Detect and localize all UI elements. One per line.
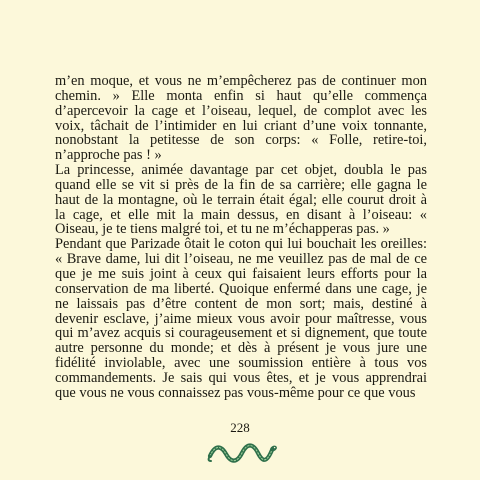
serpent-ornament-icon (206, 440, 278, 466)
paragraph-parizade: Pendant que Parizade ôtait le coton qui lui bouchait les oreilles: « Brave dame, lui dit l’oiseau, ne me veuillez pas de mal de ce que je me suis joint à ceux qui faisaient leurs efforts pour la conservation de ma liberté. Quoique enfermé dans une cage, je ne laissais pas d’être content de mon sort; mais, destiné à devenir esclave, j’aime mieux vous avoir pour maîtresse, vous qui m’avez acquis si courageusement et si dignement, que toute autre personne du monde; et dès à présent je vous jure une fidélité inviolable, avec une soumission entière à tous vos commandements. Je sais qui vous êtes, et je vous apprendrai que vous ne vous connaissez pas vous-même pour ce que vous (55, 236, 427, 401)
page-text (55, 74, 427, 401)
paragraph-princess: La princesse, animée davantage par cet objet, doubla le pas quand elle se vit si près de la fin de sa carrière; elle gagna le haut de la montagne, où le terrain était égal; elle courut droit à la cage, et elle mit la main dessus, en disant à l’oiseau: « Oiseau, je te tiens malgré toi, et tu ne m’échapperas pas. » (55, 162, 427, 238)
page-number: 228 (230, 420, 250, 435)
paragraph-continuation: m’en moque, et vous ne m’empêcherez pas de continuer mon chemin. » Elle monta enfin si haut qu’elle commença d’apercevoir la cage et l’oiseau, lequel, de complot avec les voix, tâchait de l’intimider en lui criant d’une voix tonnante, nonobstant la petitesse de son corps: « Folle, retire-toi, n’approche pas ! » (55, 73, 427, 164)
